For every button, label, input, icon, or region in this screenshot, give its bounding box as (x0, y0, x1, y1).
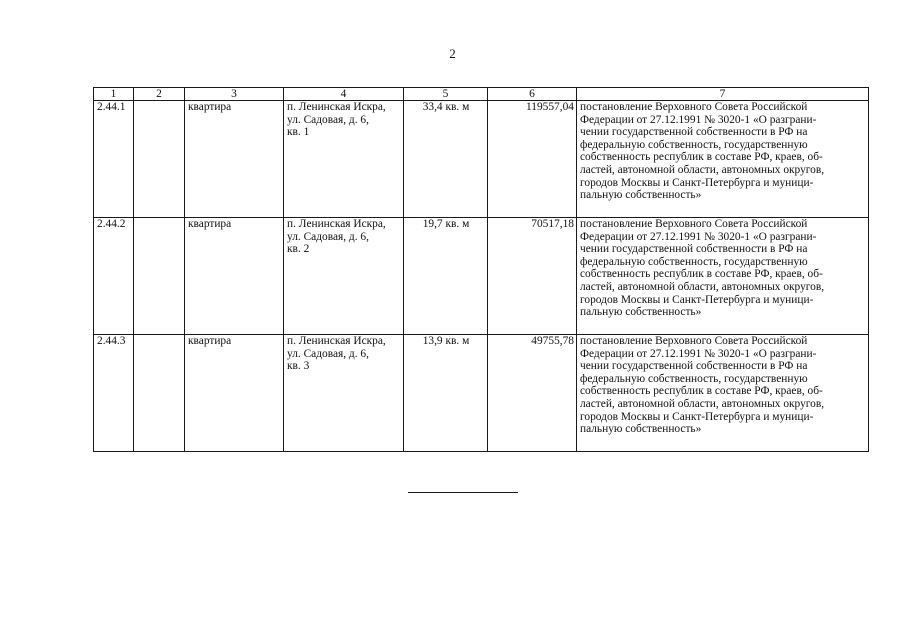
page-number: 2 (449, 46, 456, 61)
legal-basis-line: чении государственной собственности в РФ на (580, 360, 808, 373)
area-cell: 33,4 кв. м (404, 101, 488, 218)
header-cell: 1 (94, 88, 134, 101)
object-kind-cell: квартира (185, 218, 284, 335)
legal-basis-line: чении государственной собственности в РФ на (580, 243, 808, 256)
legal-basis-cell (577, 101, 869, 218)
legal-basis-line: пальную собственность» (580, 306, 702, 319)
cost-cell: 70517,18 (488, 218, 577, 335)
header-cell: 5 (404, 88, 488, 101)
legal-basis-line: ластей, автономной области, автономных округов, (580, 163, 825, 176)
object-kind-cell: квартира (185, 101, 284, 218)
address-line: п. Ленинская Искра, (287, 218, 386, 230)
address-line: ул. Садовая, д. 6, (287, 230, 369, 243)
property-table (93, 87, 869, 452)
row-number-cell: 2.44.1 (94, 101, 134, 218)
legal-basis-line: Федерации от 27.12.1991 № 3020-1 «О разграни- (580, 347, 817, 360)
legal-basis-line: ластей, автономной области, автономных округов, (580, 397, 825, 410)
legal-basis-cell (577, 218, 869, 335)
legal-basis-line: пальную собственность» (580, 189, 702, 202)
header-cell: 6 (488, 88, 577, 101)
legal-basis-line: городов Москвы и Санкт-Петербурга и муници- (580, 293, 814, 306)
legal-basis-cell (577, 335, 869, 452)
table-row (94, 101, 869, 218)
address-line: п. Ленинская Искра, (287, 335, 386, 347)
table-row (94, 335, 869, 452)
row-number-cell: 2.44.2 (94, 218, 134, 335)
cost-cell: 119557,04 (488, 101, 577, 218)
address-line: ул. Садовая, д. 6, (287, 347, 369, 360)
legal-basis-line: федеральную собственность, государственную (580, 372, 808, 385)
legal-basis-line: собственность республик в составе РФ, краев, об- (580, 268, 823, 281)
address-line: кв. 2 (287, 243, 310, 256)
address-line: кв. 3 (287, 360, 310, 373)
legal-basis-line: городов Москвы и Санкт-Петербурга и муници- (580, 176, 814, 189)
row-number-cell: 2.44.3 (94, 335, 134, 452)
legal-basis-line: Федерации от 27.12.1991 № 3020-1 «О разграни- (580, 230, 817, 243)
end-of-document-rule (408, 492, 518, 493)
address-line: кв. 1 (287, 126, 310, 139)
address-cell (284, 218, 404, 335)
legal-basis-line: Федерации от 27.12.1991 № 3020-1 «О разграни- (580, 113, 817, 126)
empty-cell (134, 335, 185, 452)
legal-basis-line: пальную собственность» (580, 423, 702, 436)
table-header-row (94, 88, 869, 101)
address-cell (284, 101, 404, 218)
area-cell: 19,7 кв. м (404, 218, 488, 335)
address-line: ул. Садовая, д. 6, (287, 113, 369, 126)
table-row (94, 218, 869, 335)
address-cell (284, 335, 404, 452)
legal-basis-line: городов Москвы и Санкт-Петербурга и муници- (580, 410, 814, 423)
empty-cell (134, 101, 185, 218)
area-cell: 13,9 кв. м (404, 335, 488, 452)
legal-basis-line: ластей, автономной области, автономных округов, (580, 280, 825, 293)
address-line: п. Ленинская Искра, (287, 101, 386, 113)
legal-basis-line: федеральную собственность, государственную (580, 138, 808, 151)
cost-cell: 49755,78 (488, 335, 577, 452)
header-cell: 2 (134, 88, 185, 101)
header-cell: 3 (185, 88, 284, 101)
header-cell: 4 (284, 88, 404, 101)
legal-basis-line: федеральную собственность, государственную (580, 255, 808, 268)
legal-basis-line: собственность республик в составе РФ, краев, об- (580, 385, 823, 398)
legal-basis-line: чении государственной собственности в РФ на (580, 126, 808, 139)
legal-basis-line: собственность республик в составе РФ, краев, об- (580, 151, 823, 164)
object-kind-cell: квартира (185, 335, 284, 452)
empty-cell (134, 218, 185, 335)
legal-basis-line: постановление Верховного Совета Российской (580, 218, 808, 230)
header-cell: 7 (577, 88, 869, 101)
legal-basis-line: постановление Верховного Совета Российской (580, 101, 808, 113)
legal-basis-line: постановление Верховного Совета Российской (580, 335, 808, 347)
